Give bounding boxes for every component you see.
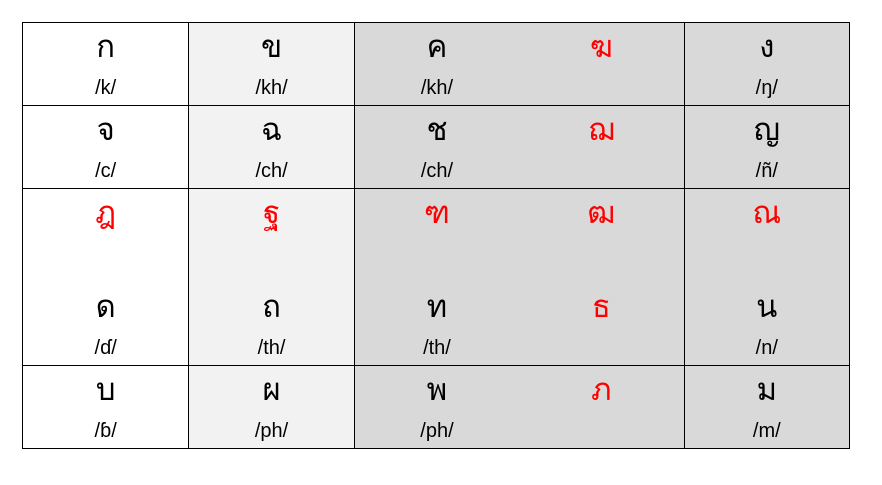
- consonant-glyph: ฎ: [95, 195, 117, 231]
- ipa-cell: /c/: [23, 156, 189, 189]
- consonant-cell: [684, 189, 849, 244]
- consonant-cell: [684, 23, 849, 74]
- consonant-glyph: น: [756, 289, 778, 325]
- consonant-glyph: ถ: [262, 289, 281, 325]
- consonant-cell: [519, 106, 684, 157]
- consonant-glyph: ภ: [591, 372, 612, 408]
- glyph-row-dental: [23, 283, 850, 333]
- consonant-cell: [354, 189, 519, 244]
- consonant-glyph: ง: [759, 29, 775, 65]
- consonant-cell: [354, 283, 519, 333]
- glyph-row-retroflex: [23, 189, 850, 244]
- ipa-cell: [519, 73, 684, 106]
- consonant-glyph: บ: [95, 372, 116, 408]
- consonant-glyph: ฒ: [587, 195, 616, 231]
- consonant-cell: [189, 366, 354, 417]
- consonant-cell: [684, 366, 849, 417]
- consonant-cell: [519, 189, 684, 244]
- consonant-glyph: ค: [426, 29, 448, 65]
- consonant-cell: [684, 106, 849, 157]
- ipa-cell: /ŋ/: [684, 73, 849, 106]
- consonant-glyph: พ: [426, 372, 448, 408]
- consonant-cell: [189, 106, 354, 157]
- ipa-row-dental: [23, 333, 850, 366]
- ipa-cell: [519, 416, 684, 449]
- consonant-glyph: ธ: [591, 289, 611, 325]
- consonant-glyph: ข: [260, 29, 283, 65]
- ipa-row-palatal: [23, 156, 850, 189]
- ipa-cell: /ɓ/: [23, 416, 189, 449]
- ipa-cell: /ñ/: [684, 156, 849, 189]
- consonant-cell: [519, 23, 684, 74]
- consonant-cell: [23, 106, 189, 157]
- blank-cell: [189, 243, 354, 283]
- ipa-cell: /ch/: [354, 156, 519, 189]
- ipa-cell: [519, 156, 684, 189]
- consonant-glyph: ญ: [753, 112, 780, 148]
- consonant-glyph: ฌ: [588, 112, 615, 148]
- ipa-cell: /ɗ/: [23, 333, 189, 366]
- consonant-cell: [23, 283, 189, 333]
- consonant-glyph: ท: [426, 289, 448, 325]
- blank-cell: [684, 243, 849, 283]
- ipa-cell: /ph/: [354, 416, 519, 449]
- ipa-cell: /th/: [354, 333, 519, 366]
- consonant-glyph: ฐ: [263, 195, 281, 231]
- consonant-cell: [354, 23, 519, 74]
- consonant-cell: [354, 366, 519, 417]
- consonant-cell: [519, 366, 684, 417]
- consonant-cell: [519, 283, 684, 333]
- ipa-cell: /kh/: [354, 73, 519, 106]
- consonant-glyph: ณ: [752, 195, 782, 231]
- glyph-row-velar: [23, 23, 850, 74]
- ipa-cell: /m/: [684, 416, 849, 449]
- consonant-cell: [354, 106, 519, 157]
- glyph-row-labial: [23, 366, 850, 417]
- blank-cell: [23, 243, 189, 283]
- ipa-cell: /n/: [684, 333, 849, 366]
- ipa-cell: /th/: [189, 333, 354, 366]
- consonant-glyph: ก: [96, 29, 116, 65]
- ipa-cell: /k/: [23, 73, 189, 106]
- glyph-row-palatal: [23, 106, 850, 157]
- consonant-glyph: ด: [95, 289, 116, 325]
- consonant-cell: [189, 23, 354, 74]
- ipa-row-velar: [23, 73, 850, 106]
- consonant-glyph: ผ: [262, 372, 281, 408]
- consonant-glyph: ช: [426, 112, 448, 148]
- consonant-cell: [23, 23, 189, 74]
- thai-consonant-table: [22, 22, 850, 449]
- consonant-cell: [23, 366, 189, 417]
- consonant-cell: [23, 189, 189, 244]
- blank-row: [23, 243, 850, 283]
- ipa-cell: /kh/: [189, 73, 354, 106]
- consonant-glyph: จ: [96, 112, 115, 148]
- consonant-glyph: ฆ: [589, 29, 613, 65]
- consonant-glyph: ฉ: [261, 112, 283, 148]
- ipa-cell: [519, 333, 684, 366]
- consonant-glyph: ม: [756, 372, 777, 408]
- consonant-cell: [684, 283, 849, 333]
- ipa-row-labial: [23, 416, 850, 449]
- ipa-cell: /ch/: [189, 156, 354, 189]
- ipa-cell: /ph/: [189, 416, 354, 449]
- blank-cell: [354, 243, 519, 283]
- consonant-cell: [189, 283, 354, 333]
- blank-cell: [519, 243, 684, 283]
- consonant-cell: [189, 189, 354, 244]
- consonant-glyph: ฑ: [424, 195, 450, 231]
